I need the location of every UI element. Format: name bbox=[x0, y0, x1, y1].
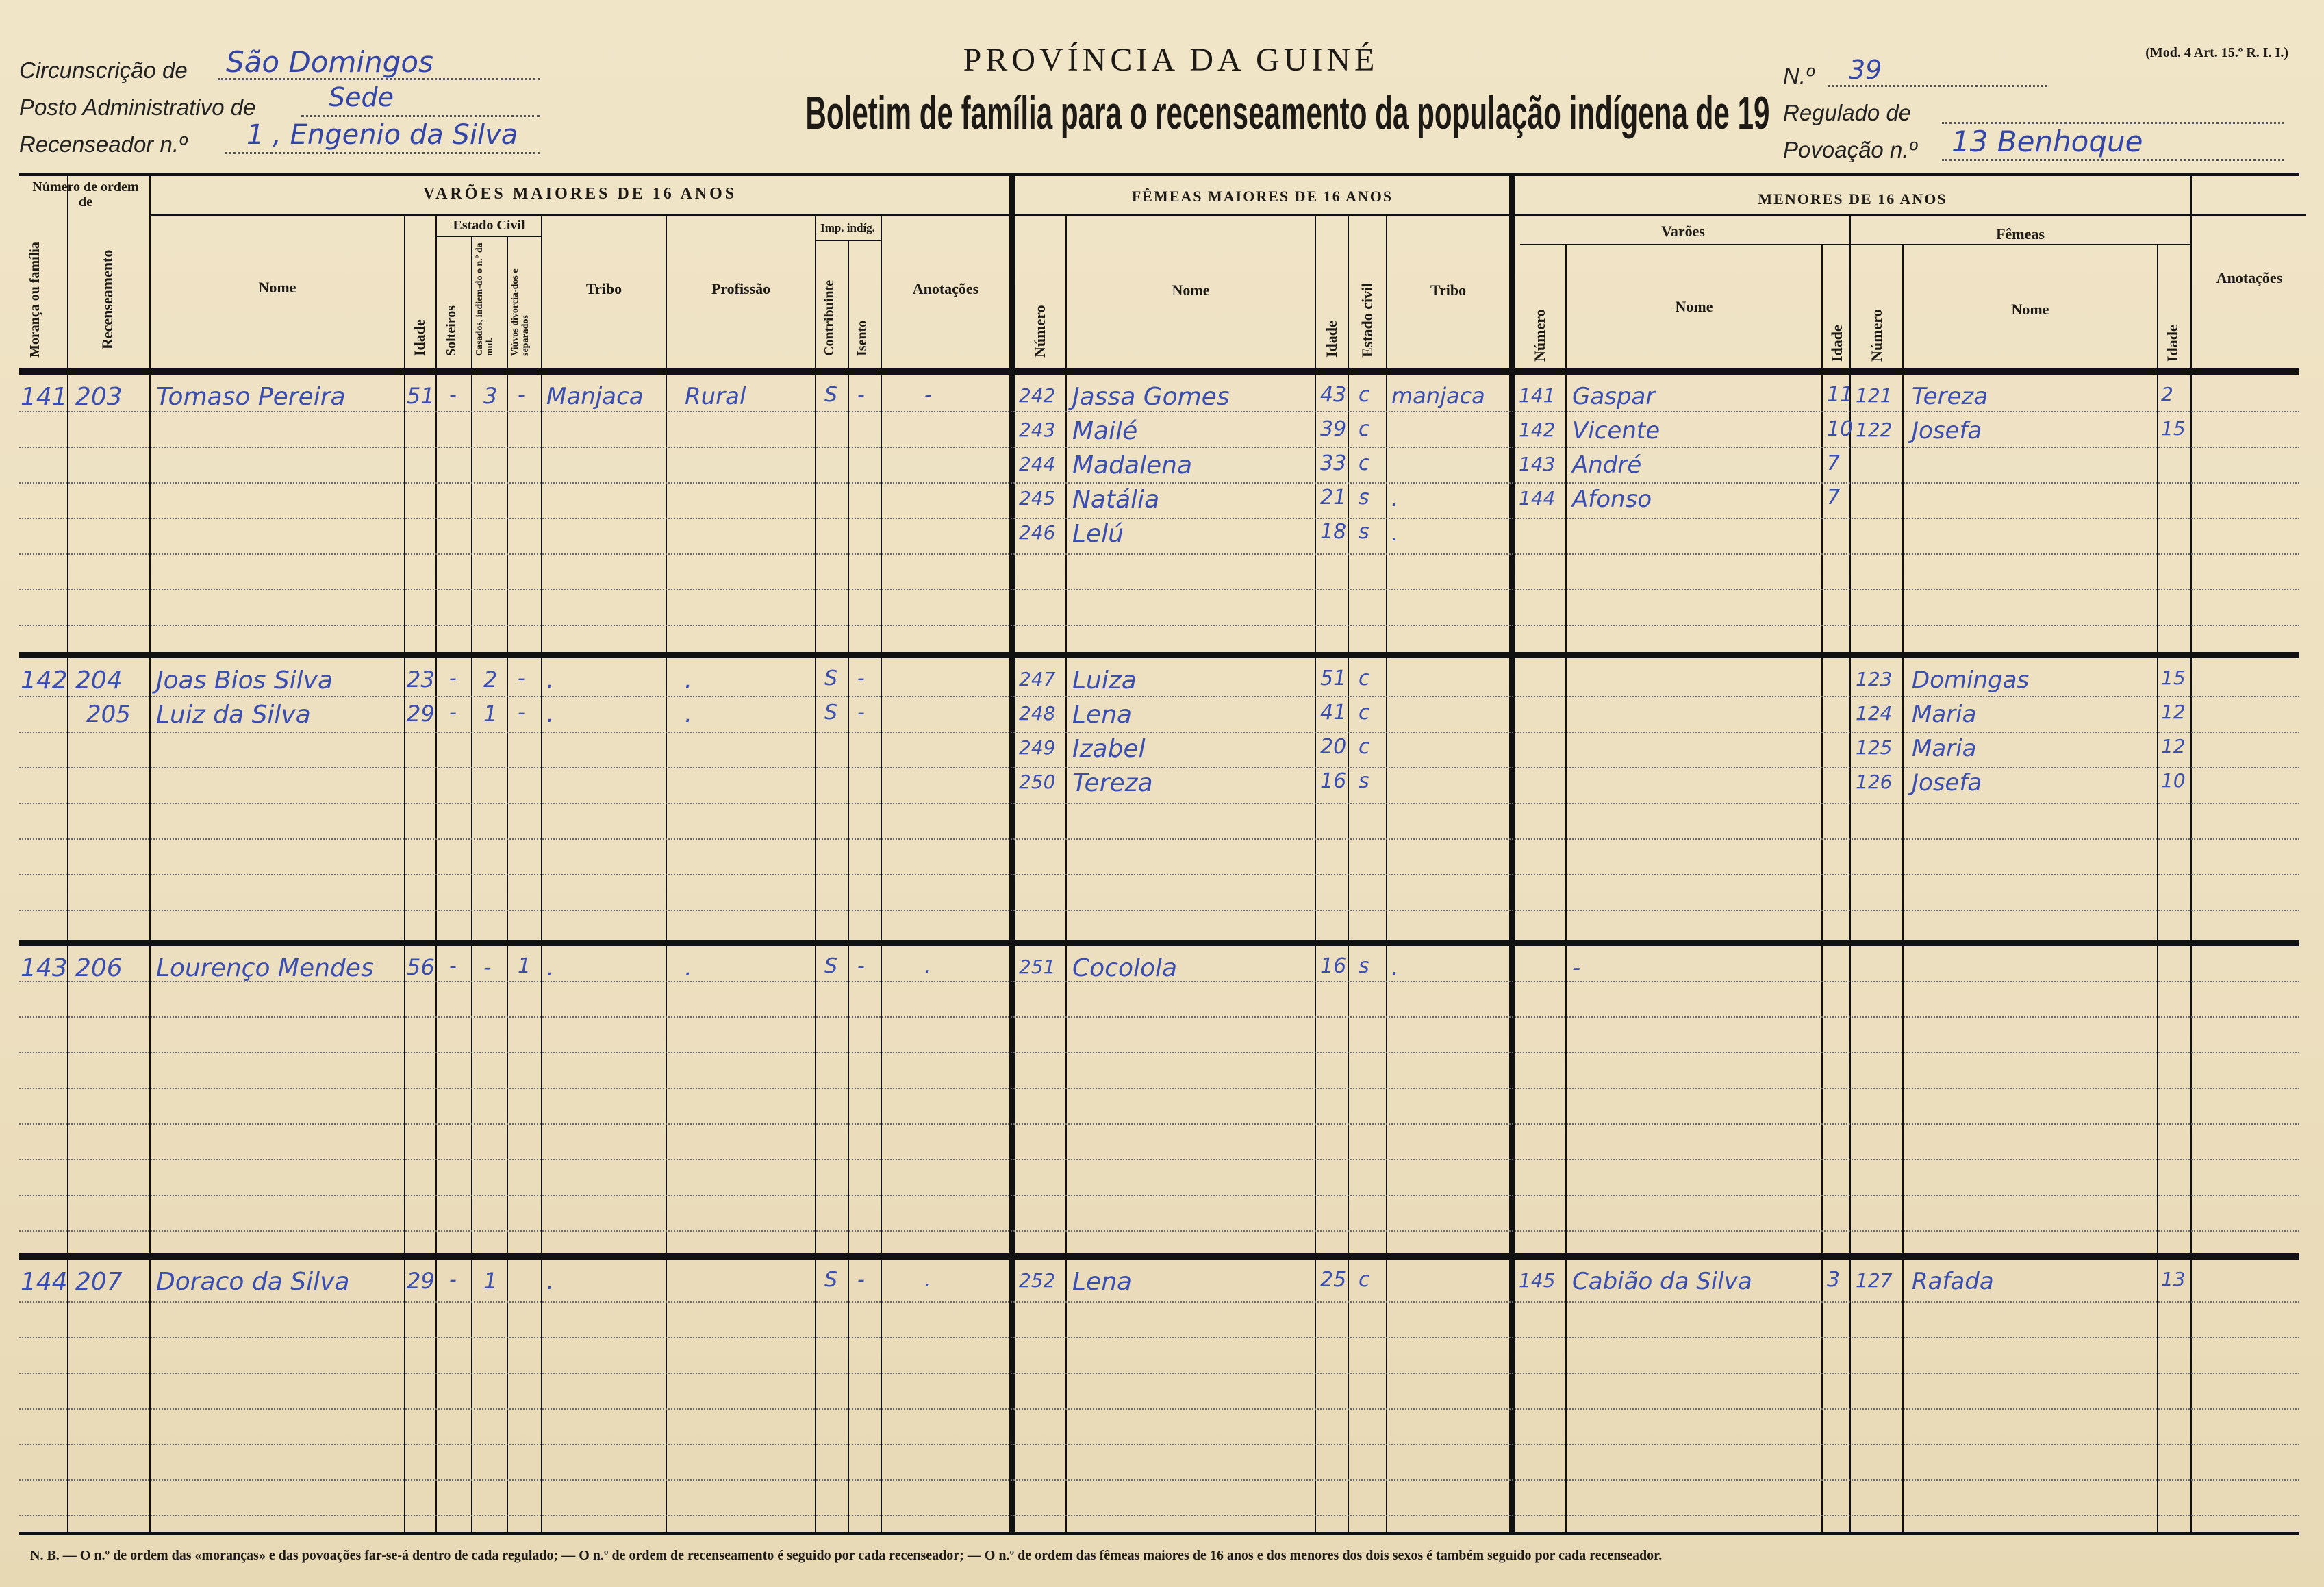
boy-number: 144 bbox=[1519, 487, 1556, 510]
male-age: 29 bbox=[407, 701, 435, 727]
girl-name: Domingas bbox=[1912, 666, 2030, 694]
col-line-thick bbox=[1509, 173, 1515, 1532]
table-top-border bbox=[19, 173, 2299, 176]
povoacao-label: Povoação n.º bbox=[1783, 137, 1917, 162]
female-civil-status: c bbox=[1359, 417, 1370, 441]
male-tribe: . bbox=[546, 666, 554, 694]
male-viuvo: - bbox=[518, 701, 525, 725]
ruled-line bbox=[19, 1444, 2299, 1445]
male-notes: . bbox=[924, 1268, 931, 1292]
form-title: Boletim de família para o recenseamento da população indígena de 19 bbox=[805, 87, 1770, 139]
male-contribuinte: S bbox=[824, 1268, 838, 1292]
female-name: Jassa Gomes bbox=[1072, 383, 1230, 411]
ruled-line bbox=[19, 1479, 2299, 1481]
female-name: Izabel bbox=[1072, 735, 1146, 763]
boy-name: Gaspar bbox=[1572, 383, 1656, 410]
varoes-group-header: VARÕES MAIORES DE 16 ANOS bbox=[422, 185, 737, 203]
girl-number: 124 bbox=[1856, 702, 1893, 725]
numero-f-header: Número bbox=[1031, 305, 1048, 358]
circunscricao-value: São Domingos bbox=[226, 45, 433, 79]
female-civil-status: s bbox=[1359, 954, 1369, 978]
male-tribe: . bbox=[546, 954, 554, 982]
female-civil-status: c bbox=[1359, 666, 1370, 690]
girl-number: 122 bbox=[1856, 418, 1893, 441]
moranca-number: 141 bbox=[21, 383, 68, 411]
boy-name: André bbox=[1572, 451, 1642, 479]
male-name: Tomaso Pereira bbox=[156, 383, 346, 411]
ruled-line bbox=[19, 767, 2299, 768]
family-divider-3 bbox=[19, 1253, 2299, 1260]
group-header-rule bbox=[149, 214, 2306, 216]
girl-name: Josefa bbox=[1912, 417, 1982, 445]
boy-age: 7 bbox=[1827, 451, 1841, 475]
col-line bbox=[2157, 244, 2158, 1532]
ruled-line bbox=[19, 1230, 2299, 1232]
female-tribe: manjaca bbox=[1391, 383, 1485, 409]
model-reference: (Mod. 4 Art. 15.º R. I. I.) bbox=[2145, 45, 2288, 60]
male-tribe: . bbox=[546, 1268, 554, 1295]
female-civil-status: s bbox=[1359, 486, 1369, 510]
recenseador-dots bbox=[225, 152, 540, 154]
male-age: 29 bbox=[407, 1268, 435, 1294]
idade-header: Idade bbox=[411, 319, 428, 356]
boy-number: 143 bbox=[1519, 453, 1556, 475]
recenseamento-number: 207 bbox=[75, 1268, 123, 1296]
male-solteiro: - bbox=[449, 1268, 457, 1292]
circunscricao-label: Circunscrição de bbox=[19, 58, 188, 83]
imp-indig-header: Imp. indíg. bbox=[820, 221, 875, 234]
ruled-line bbox=[19, 1337, 2299, 1338]
girl-name: Rafada bbox=[1912, 1268, 1994, 1295]
ruled-line bbox=[19, 803, 2299, 804]
male-name: Doraco da Silva bbox=[156, 1268, 350, 1296]
male-viuvo: - bbox=[518, 383, 525, 407]
male-isento: - bbox=[857, 954, 865, 978]
male-name: Lourenço Mendes bbox=[156, 954, 374, 982]
male-age: 56 bbox=[407, 954, 435, 980]
estado-civil-f-header: Estado civil bbox=[1359, 282, 1376, 358]
male-tribe: . bbox=[546, 701, 554, 728]
ruled-line bbox=[19, 1159, 2299, 1160]
female-name: Natália bbox=[1072, 486, 1160, 514]
table-bottom-border bbox=[19, 1532, 2299, 1535]
male-casado: 1 bbox=[483, 1268, 498, 1294]
recenseador-value: 1 , Engenio da Silva bbox=[247, 119, 518, 151]
male-solteiro: - bbox=[449, 383, 457, 407]
nome-f-header: Nome bbox=[1172, 282, 1210, 299]
male-casado: 3 bbox=[483, 383, 498, 409]
ruled-line bbox=[19, 838, 2299, 840]
female-age: 20 bbox=[1320, 735, 1347, 759]
female-tribe: . bbox=[1391, 486, 1399, 512]
female-age: 33 bbox=[1320, 451, 1347, 475]
col-line bbox=[2190, 173, 2192, 1532]
ruled-line bbox=[19, 553, 2299, 555]
idade-f-header: Idade bbox=[1323, 321, 1340, 358]
male-isento: - bbox=[857, 701, 865, 725]
girl-age: 10 bbox=[2161, 769, 2186, 792]
female-age: 41 bbox=[1320, 701, 1347, 725]
girl-name: Maria bbox=[1912, 735, 1977, 762]
numero-m-header: Número bbox=[1531, 309, 1548, 362]
male-profession: . bbox=[685, 666, 692, 694]
casados-header: Casados, indiem-do o n.º da mul. bbox=[475, 242, 495, 356]
female-age: 25 bbox=[1320, 1268, 1347, 1292]
posto-value: Sede bbox=[329, 82, 394, 112]
boy-age: 11 bbox=[1827, 383, 1854, 407]
boy-name: Cabião da Silva bbox=[1572, 1268, 1752, 1295]
ruled-line bbox=[19, 1515, 2299, 1516]
male-isento: - bbox=[857, 383, 865, 407]
female-number: 249 bbox=[1019, 736, 1056, 759]
female-civil-status: c bbox=[1359, 701, 1370, 725]
female-number: 242 bbox=[1019, 384, 1056, 407]
female-name: Tereza bbox=[1072, 769, 1153, 797]
male-profession: Rural bbox=[685, 383, 746, 410]
female-name: Lena bbox=[1072, 1268, 1133, 1296]
family-divider-2 bbox=[19, 940, 2299, 946]
idade-m-header: Idade bbox=[1828, 325, 1845, 362]
girl-name: Josefa bbox=[1912, 769, 1982, 797]
boy-number: 145 bbox=[1519, 1269, 1556, 1292]
col-line bbox=[1565, 244, 1567, 1532]
isento-header: Isento bbox=[855, 320, 870, 356]
female-number: 246 bbox=[1019, 521, 1056, 544]
female-tribe: . bbox=[1391, 954, 1399, 980]
provincia-heading: PROVÍNCIA DA GUINÉ bbox=[963, 42, 1379, 78]
contribuinte-header: Contribuinte bbox=[822, 279, 837, 356]
ruled-line bbox=[19, 411, 2299, 412]
male-contribuinte: S bbox=[824, 666, 838, 690]
male-contribuinte: S bbox=[824, 383, 838, 407]
recenseamento-number: 206 bbox=[75, 954, 123, 982]
female-civil-status: c bbox=[1359, 735, 1370, 759]
female-age: 21 bbox=[1320, 486, 1347, 510]
ruled-line bbox=[19, 732, 2299, 733]
nome-g-header: Nome bbox=[2011, 301, 2049, 318]
recenseamento-number: 203 bbox=[75, 383, 123, 411]
girl-age: 2 bbox=[2161, 383, 2173, 405]
menores-group-header: MENORES DE 16 ANOS bbox=[1758, 190, 1947, 208]
ruled-line bbox=[19, 910, 2299, 911]
male-casado: 1 bbox=[483, 701, 498, 727]
girl-age: 13 bbox=[2161, 1268, 2186, 1290]
nome-m-header: Nome bbox=[1675, 298, 1713, 315]
female-number: 250 bbox=[1019, 771, 1056, 793]
girl-number: 121 bbox=[1856, 384, 1893, 407]
male-casado: 2 bbox=[483, 666, 498, 692]
boy-number: 141 bbox=[1519, 384, 1556, 407]
ruled-line bbox=[19, 589, 2299, 590]
girl-number: 125 bbox=[1856, 736, 1893, 759]
estado-civil-rule bbox=[435, 236, 542, 237]
female-civil-status: s bbox=[1359, 520, 1369, 544]
ruled-line bbox=[19, 1373, 2299, 1374]
boy-age: 10 bbox=[1827, 417, 1854, 441]
female-age: 16 bbox=[1320, 954, 1347, 978]
male-name: Joas Bios Silva bbox=[156, 666, 333, 695]
ruled-line bbox=[19, 1052, 2299, 1053]
girl-age: 15 bbox=[2161, 417, 2186, 440]
girl-age: 12 bbox=[2161, 735, 2186, 758]
male-contribuinte: S bbox=[824, 954, 838, 978]
idade-g-header: Idade bbox=[2164, 325, 2181, 362]
recenseador-label: Recenseador n.º bbox=[19, 132, 188, 157]
anotacoes-right-header: Anotações bbox=[2216, 269, 2283, 286]
femeas-group-header: FÊMEAS MAIORES DE 16 ANOS bbox=[1131, 188, 1393, 205]
col-line bbox=[1821, 244, 1823, 1532]
boy-name: Vicente bbox=[1572, 417, 1660, 445]
boy-number: 142 bbox=[1519, 418, 1556, 441]
recenseamento-header: Recenseamento bbox=[99, 249, 116, 349]
female-number: 248 bbox=[1019, 702, 1056, 725]
numero-value: 39 bbox=[1849, 55, 1882, 85]
solteiros-header: Solteiros bbox=[444, 305, 459, 356]
numero-ordem-header: Número de ordem de bbox=[32, 179, 139, 210]
moranca-number: 144 bbox=[21, 1268, 68, 1296]
col-line bbox=[149, 176, 151, 1532]
povoacao-value: 13 Benhoque bbox=[1952, 125, 2143, 158]
female-name: Lelú bbox=[1072, 520, 1124, 548]
posto-label: Posto Administrativo de bbox=[19, 95, 256, 120]
ruled-line bbox=[19, 518, 2299, 519]
female-number: 251 bbox=[1019, 955, 1056, 978]
male-notes: . bbox=[924, 954, 931, 978]
female-civil-status: c bbox=[1359, 1268, 1370, 1292]
col-line bbox=[67, 176, 68, 1532]
female-civil-status: c bbox=[1359, 451, 1370, 475]
female-name: Mailé bbox=[1072, 417, 1138, 445]
ruled-line bbox=[19, 1016, 2299, 1018]
ruled-line bbox=[19, 1408, 2299, 1410]
tribo-header: Tribo bbox=[585, 280, 622, 297]
nome-header: Nome bbox=[258, 279, 296, 296]
varoes-subheader: Varões bbox=[1661, 223, 1705, 240]
male-notes: - bbox=[924, 383, 932, 407]
col-line-thick bbox=[1009, 173, 1015, 1532]
ruled-line bbox=[19, 447, 2299, 448]
female-number: 245 bbox=[1019, 487, 1056, 510]
ruled-line bbox=[19, 1301, 2299, 1303]
ruled-line bbox=[19, 696, 2299, 697]
ruled-line bbox=[19, 482, 2299, 484]
boy-age: 3 bbox=[1827, 1268, 1841, 1292]
profissao-header: Profissão bbox=[711, 280, 771, 297]
male-casado: - bbox=[483, 954, 492, 980]
menores-subheader-rule bbox=[1520, 244, 2191, 245]
regulado-dots bbox=[1942, 122, 2284, 124]
female-name: Lena bbox=[1072, 701, 1133, 729]
female-tribe: . bbox=[1391, 520, 1399, 546]
girl-name: Maria bbox=[1912, 701, 1977, 728]
girl-number: 123 bbox=[1856, 668, 1893, 690]
regulado-label: Regulado de bbox=[1783, 100, 1912, 125]
male-solteiro: - bbox=[449, 666, 457, 690]
recenseamento-number: 205 bbox=[86, 701, 131, 728]
male-contribuinte: S bbox=[824, 701, 838, 725]
male-viuvo: 1 bbox=[518, 954, 531, 978]
ruled-line bbox=[19, 874, 2299, 875]
ruled-line bbox=[19, 1123, 2299, 1125]
povoacao-dots bbox=[1942, 159, 2284, 161]
ruled-line bbox=[19, 625, 2299, 626]
male-viuvo: - bbox=[518, 666, 525, 690]
moranca-number: 143 bbox=[21, 954, 68, 982]
girl-age: 15 bbox=[2161, 666, 2186, 689]
female-number: 243 bbox=[1019, 418, 1056, 441]
female-civil-status: c bbox=[1359, 383, 1370, 407]
male-isento: - bbox=[857, 1268, 865, 1292]
female-age: 51 bbox=[1320, 666, 1347, 690]
footer-note: N. B. — O n.º de ordem das «moranças» e das povoações far-se-á dentro de cada regulado; — O n.º de ordem de recenseamento é seguido por cada recenseador; — O n.º de ordem das fêmeas maiores de 16 anos e dos menores dos dois sexos é também seguido por cada recenseador. bbox=[30, 1548, 1663, 1563]
femeas-subheader: Fêmeas bbox=[1996, 225, 2045, 242]
male-name: Luiz da Silva bbox=[156, 701, 311, 729]
boy-name: - bbox=[1572, 954, 1581, 982]
female-age: 39 bbox=[1320, 417, 1347, 441]
tribo-f-header: Tribo bbox=[1430, 282, 1467, 299]
anotacoes-header: Anotações bbox=[912, 280, 979, 297]
boy-name: Afonso bbox=[1572, 486, 1652, 513]
male-isento: - bbox=[857, 666, 865, 690]
male-tribe: Manjaca bbox=[546, 383, 644, 410]
girl-number: 126 bbox=[1856, 771, 1893, 793]
numero-label: N.º bbox=[1783, 63, 1815, 88]
male-age: 23 bbox=[407, 666, 435, 692]
female-name: Luiza bbox=[1072, 666, 1137, 695]
col-line bbox=[1902, 244, 1904, 1532]
posto-dots bbox=[301, 115, 540, 117]
moranca-number: 142 bbox=[21, 666, 68, 695]
ruled-line bbox=[19, 1088, 2299, 1089]
female-number: 244 bbox=[1019, 453, 1056, 475]
viuvos-header: Viúvos divorcia-dos e separados bbox=[510, 268, 531, 356]
female-name: Madalena bbox=[1072, 451, 1193, 479]
numero-g-header: Número bbox=[1868, 309, 1885, 362]
family-divider-1 bbox=[19, 652, 2299, 658]
header-bottom-rule bbox=[19, 368, 2299, 375]
male-solteiro: - bbox=[449, 701, 457, 725]
female-number: 247 bbox=[1019, 668, 1056, 690]
girl-number: 127 bbox=[1856, 1269, 1893, 1292]
estado-civil-header: Estado Civil bbox=[453, 218, 525, 233]
girl-age: 12 bbox=[2161, 701, 2186, 723]
male-solteiro: - bbox=[449, 954, 457, 978]
recenseamento-number: 204 bbox=[75, 666, 123, 695]
ruled-line bbox=[19, 1195, 2299, 1196]
female-age: 16 bbox=[1320, 769, 1347, 793]
male-profession: . bbox=[685, 954, 692, 982]
female-number: 252 bbox=[1019, 1269, 1056, 1292]
female-name: Cocolola bbox=[1072, 954, 1178, 982]
female-age: 43 bbox=[1320, 383, 1347, 407]
female-age: 18 bbox=[1320, 520, 1347, 544]
male-age: 51 bbox=[407, 383, 435, 409]
boy-age: 7 bbox=[1827, 486, 1841, 510]
male-profession: . bbox=[685, 701, 692, 728]
numero-dots bbox=[1828, 85, 2047, 87]
female-civil-status: s bbox=[1359, 769, 1369, 793]
moranca-header: Morança ou família bbox=[27, 242, 42, 358]
girl-name: Tereza bbox=[1912, 383, 1988, 410]
